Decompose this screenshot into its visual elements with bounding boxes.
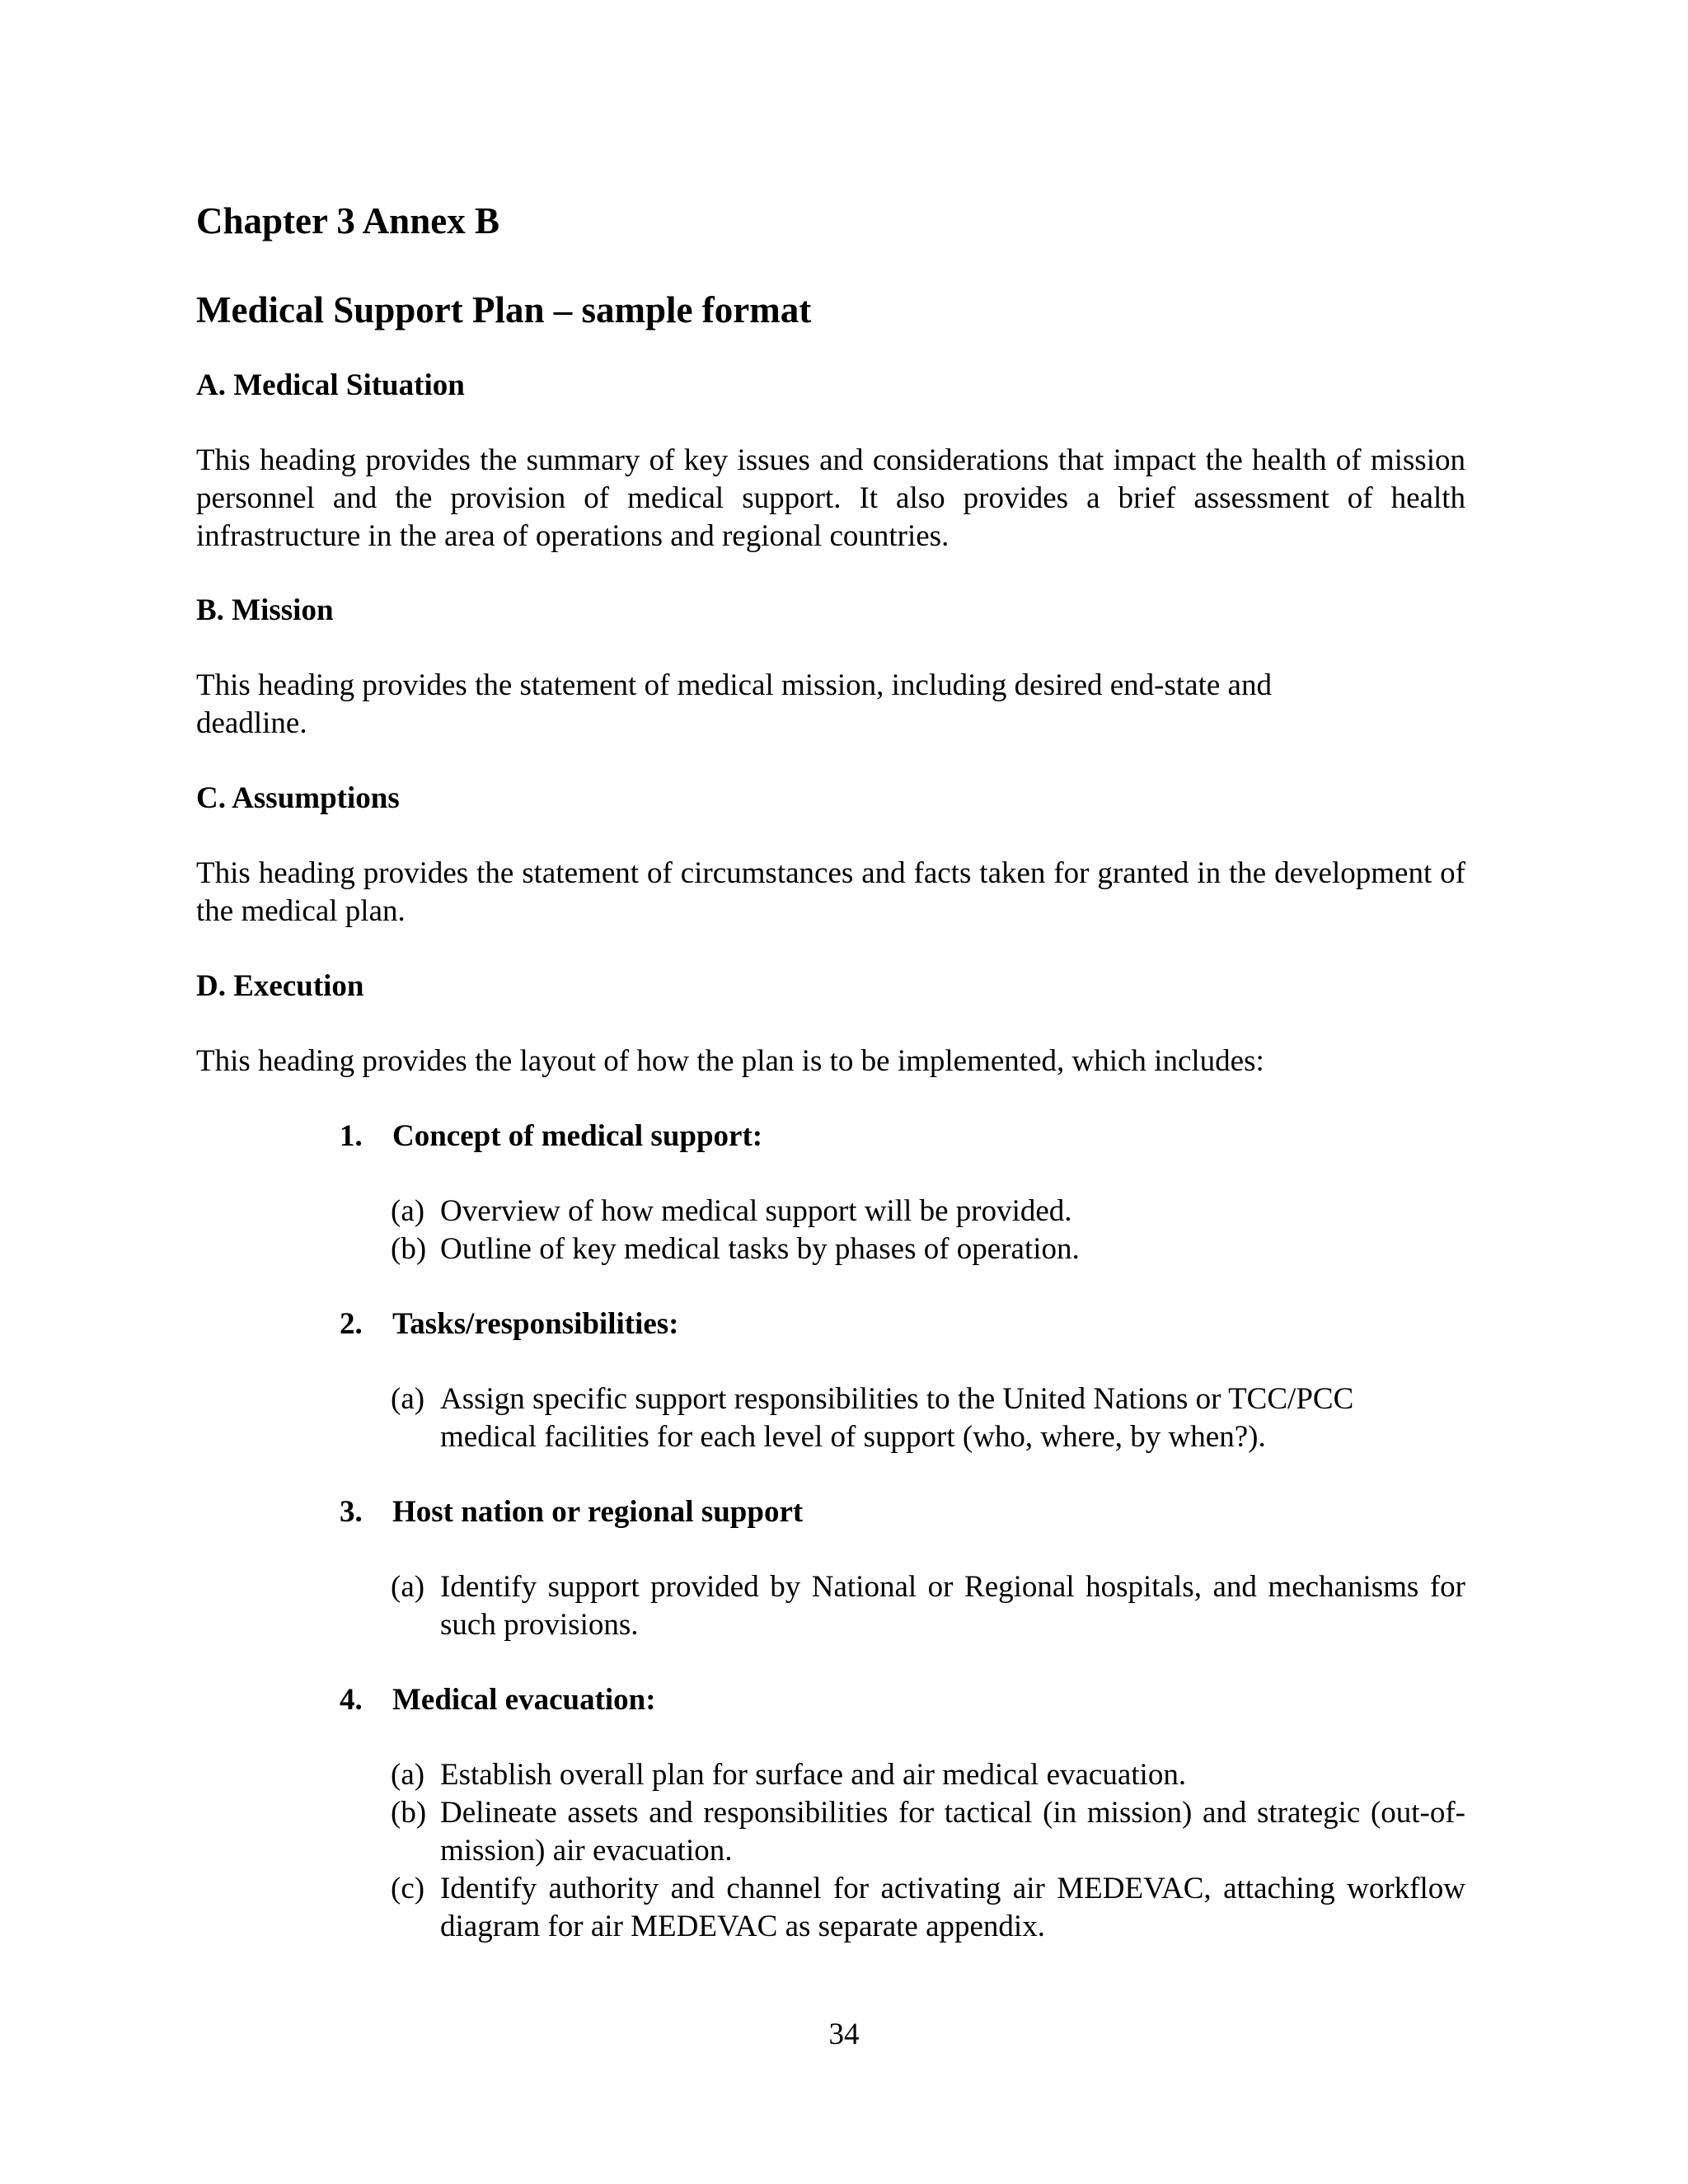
execution-item-2-title: Tasks/responsibilities: (392, 1307, 679, 1341)
section-b-heading: B. Mission (196, 593, 334, 627)
sub-item (391, 1756, 1465, 1794)
sub-item-label: (b) (391, 1232, 427, 1266)
sub-item-label: (a) (391, 1758, 425, 1792)
execution-item-1-title: Concept of medical support: (392, 1119, 763, 1153)
section-c-heading: C. Assumptions (196, 781, 400, 815)
sub-item-label: (a) (391, 1382, 425, 1416)
section-a-body: This heading provides the summary of key issues and considerations that impact the health of mission personnel and the provision of medical support. It also provides a brief assessment of health infrastructure in the area of operations and regional countries. (196, 443, 1465, 553)
sub-item (391, 1794, 1465, 1870)
execution-item-3-number: 3. (340, 1495, 363, 1529)
section-c-body: This heading provides the statement of circumstances and facts taken for granted in the development of the medical plan. (196, 856, 1465, 928)
section-d-body: This heading provides the layout of how the plan is to be implemented, which includes: (196, 1044, 1264, 1078)
sub-item-label: (c) (391, 1872, 425, 1905)
sub-item-label: (a) (391, 1194, 425, 1228)
execution-item-2-subs (391, 1380, 1465, 1456)
sub-item (391, 1870, 1465, 1946)
execution-item-2-heading (340, 1305, 679, 1343)
sub-item-text: Overview of how medical support will be provided. (440, 1194, 1072, 1228)
sub-item-text: Identify authority and channel for activating air MEDEVAC, attaching workflow diagram for air MEDEVAC as separate appendix. (440, 1872, 1465, 1943)
sub-item-text: Delineate assets and responsibilities for tactical (in mission) and strategic (out-of-mission) air evacuation. (440, 1796, 1465, 1868)
page-number: 34 (828, 2018, 860, 2051)
execution-item-4-heading (340, 1681, 656, 1719)
execution-item-4-title: Medical evacuation: (392, 1683, 656, 1717)
section-d-heading: D. Execution (196, 969, 364, 1003)
sub-item (391, 1380, 1465, 1456)
chapter-title: Chapter 3 Annex B (196, 200, 499, 241)
section-b-body: This heading provides the statement of medical mission, including desired end-state and deadline. (196, 668, 1272, 740)
execution-item-2-number: 2. (340, 1307, 363, 1341)
sub-item-text: Outline of key medical tasks by phases of operation. (440, 1232, 1080, 1266)
sub-item-text: Assign specific support responsibilities to the United Nations or TCC/PCC medical facilities for each level of support (who, where, by when?). (440, 1382, 1354, 1454)
sub-item-text: Identify support provided by National or Regional hospitals, and mechanisms for such provisions. (440, 1570, 1465, 1642)
plan-title: Medical Support Plan – sample format (196, 289, 812, 330)
execution-item-3-title: Host nation or regional support (392, 1495, 804, 1529)
execution-item-3-subs (391, 1568, 1465, 1644)
sub-item-label: (a) (391, 1570, 425, 1604)
section-a-heading: A. Medical Situation (196, 368, 465, 402)
execution-item-1-heading (340, 1118, 762, 1155)
sub-item-text: Establish overall plan for surface and air medical evacuation. (440, 1758, 1187, 1792)
sub-item-label: (b) (391, 1796, 427, 1830)
execution-item-4-subs (391, 1756, 1465, 1946)
sub-item (391, 1193, 1465, 1230)
execution-item-1-number: 1. (340, 1119, 363, 1153)
execution-item-3-heading (340, 1493, 803, 1531)
execution-item-4-number: 4. (340, 1683, 363, 1717)
sub-item (391, 1230, 1465, 1268)
sub-item (391, 1568, 1465, 1644)
execution-item-1-subs (391, 1193, 1465, 1268)
